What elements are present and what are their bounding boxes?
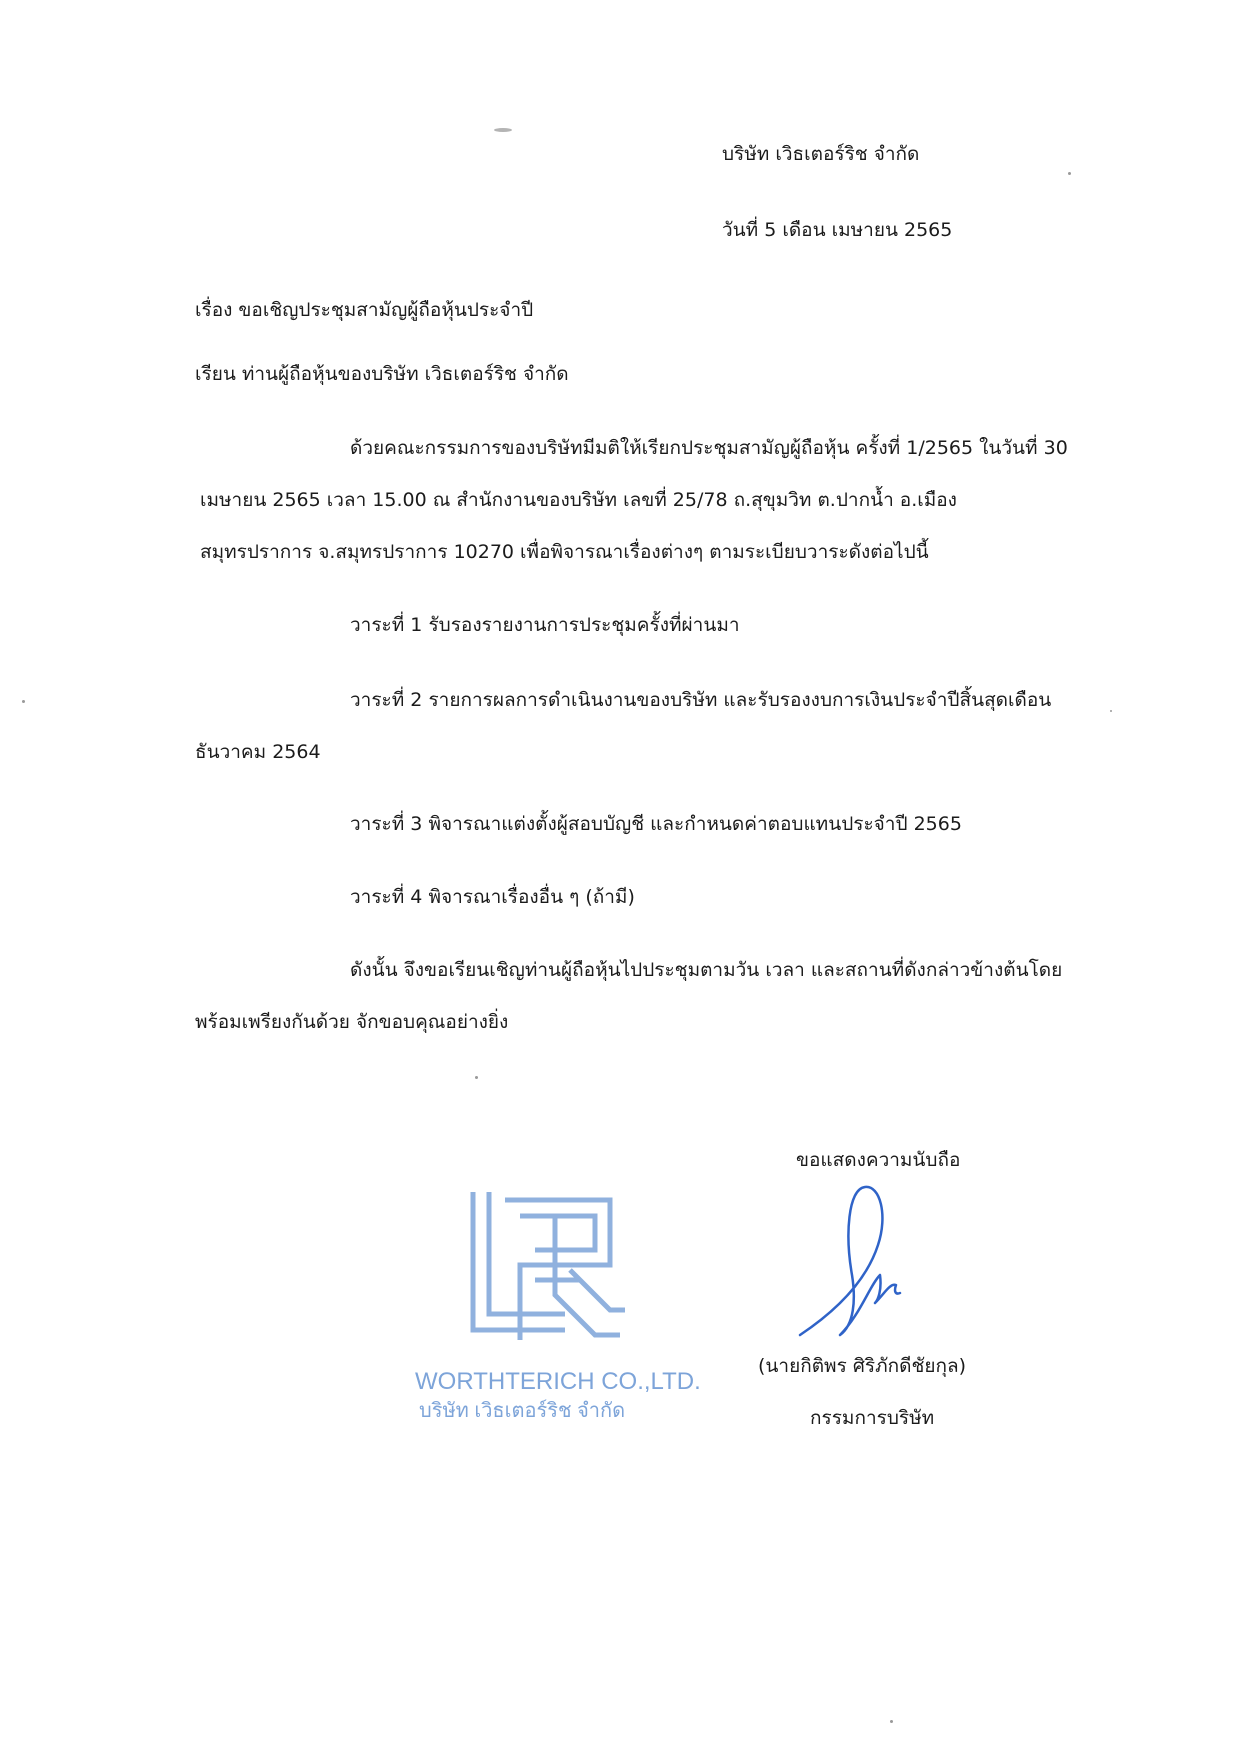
letter-date: วันที่ 5 เดือน เมษายน 2565 bbox=[722, 219, 953, 241]
company-seal bbox=[405, 1180, 705, 1430]
seal-logo-icon bbox=[405, 1180, 705, 1370]
scan-speck bbox=[1110, 710, 1112, 712]
signature-icon bbox=[770, 1175, 940, 1350]
body-line-2: เมษายน 2565 เวลา 15.00 ณ สำนักงานของบริษัท เลขที่ 25/78 ถ.สุขุมวิท ต.ปากน้ำ อ.เมือง bbox=[200, 489, 957, 511]
letter-recipient: เรียน ท่านผู้ถือหุ้นของบริษัท เวิธเตอร์ริช จำกัด bbox=[195, 363, 569, 385]
letter-subject: เรื่อง ขอเชิญประชุมสามัญผู้ถือหุ้นประจำปี bbox=[195, 299, 534, 321]
scan-speck bbox=[22, 700, 25, 703]
body-line-1: ด้วยคณะกรรมการของบริษัทมีมติให้เรียกประชุมสามัญผู้ถือหุ้น ครั้งที่ 1/2565 ในวันที่ 30 bbox=[350, 437, 1068, 459]
closing-line-1: ดังนั้น จึงขอเรียนเชิญท่านผู้ถือหุ้นไปประชุมตามวัน เวลา และสถานที่ดังกล่าวข้างต้นโดย bbox=[350, 959, 1063, 981]
scan-speck bbox=[475, 1076, 478, 1079]
agenda-item-2: วาระที่ 2 รายการผลการดำเนินงานของบริษัท และรับรองงบการเงินประจำปีสิ้นสุดเดือน bbox=[350, 689, 1052, 711]
closing-line-2: พร้อมเพรียงกันด้วย จักขอบคุณอย่างยิ่ง bbox=[195, 1011, 509, 1033]
body-line-3: สมุทรปราการ จ.สมุทรปราการ 10270 เพื่อพิจารณาเรื่องต่างๆ ตามระเบียบวาระดังต่อไปนี้ bbox=[200, 541, 929, 563]
scan-speck bbox=[494, 128, 512, 132]
agenda-item-3: วาระที่ 3 พิจารณาแต่งตั้งผู้สอบบัญชี และกำหนดค่าตอบแทนประจำปี 2565 bbox=[350, 813, 962, 835]
agenda-item-2-continued: ธันวาคม 2564 bbox=[195, 741, 321, 763]
agenda-item-1: วาระที่ 1 รับรองรายงานการประชุมครั้งที่ผ่านมา bbox=[350, 614, 740, 636]
company-name: บริษัท เวิธเตอร์ริช จำกัด bbox=[722, 143, 920, 165]
seal-text-en: WORTHTERICH CO.,LTD. bbox=[415, 1368, 701, 1395]
sign-off: ขอแสดงความนับถือ bbox=[796, 1149, 961, 1171]
scan-speck bbox=[890, 1720, 893, 1723]
signer-name: (นายกิติพร ศิริภักดีชัยกุล) bbox=[758, 1355, 967, 1377]
agenda-item-4: วาระที่ 4 พิจารณาเรื่องอื่น ๆ (ถ้ามี) bbox=[350, 886, 635, 908]
seal-text-th: บริษัท เวิธเตอร์ริช จำกัด bbox=[419, 1400, 626, 1422]
signer-title: กรรมการบริษัท bbox=[810, 1407, 935, 1429]
scan-speck bbox=[1068, 172, 1071, 175]
